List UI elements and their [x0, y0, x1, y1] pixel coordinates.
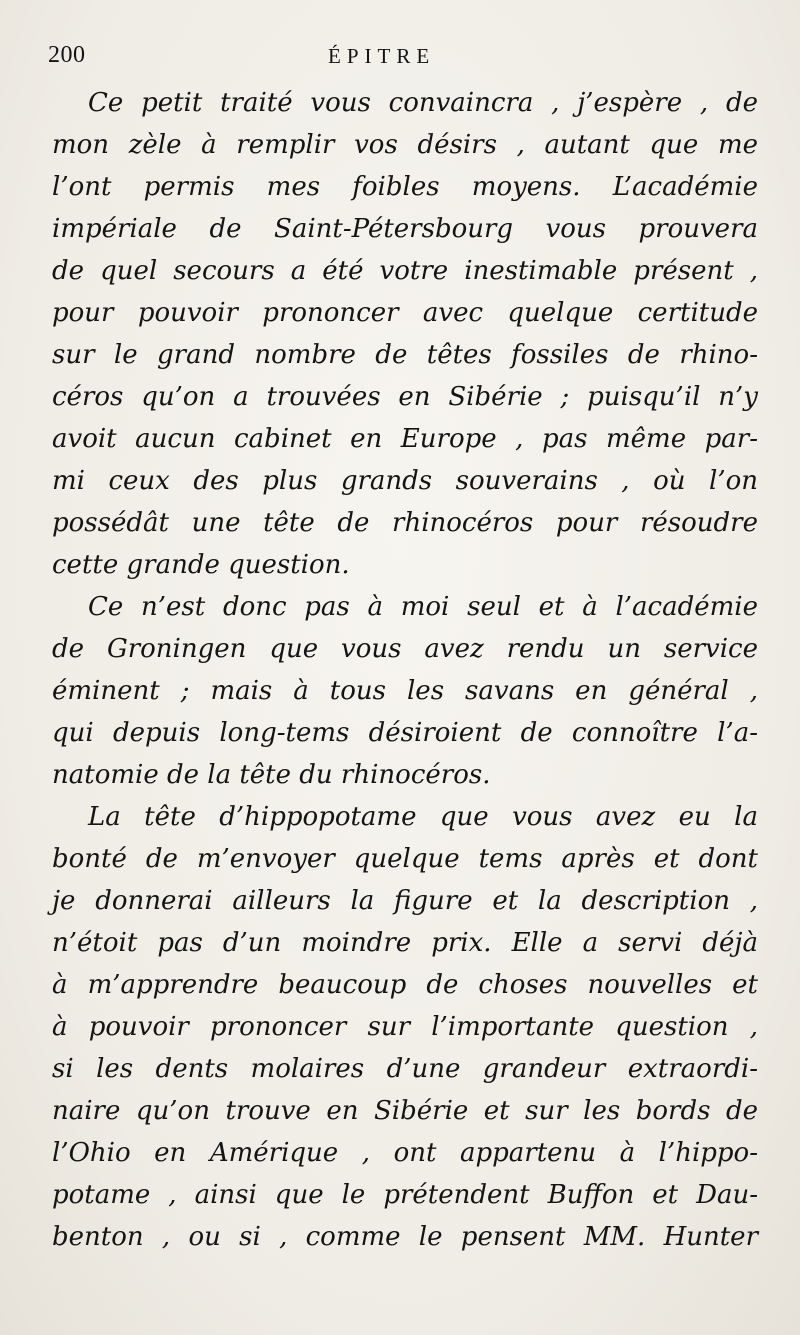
- text-line: mon zèle à remplir vos désirs , autant que me: [52, 130, 758, 160]
- text-line: je donnerai ailleurs la figure et la description ,: [52, 886, 758, 916]
- text-line: qui depuis long-tems désiroient de connoître l’a-: [52, 718, 758, 748]
- text-line: natomie de la tête du rhinocéros.: [52, 760, 491, 790]
- text-line: si les dents molaires d’une grandeur extraordi-: [52, 1054, 758, 1084]
- text-line: de quel secours a été votre inestimable présent ,: [52, 256, 758, 286]
- text-line: l’Ohio en Amérique , ont appartenu à l’hippo-: [52, 1138, 758, 1168]
- text-line: sur le grand nombre de têtes fossiles de rhino-: [52, 340, 758, 370]
- page-number: 200: [48, 42, 86, 68]
- text-line: benton , ou si , comme le pensent MM. Hunter: [52, 1222, 758, 1252]
- text-line: avoit aucun cabinet en Europe , pas même par-: [52, 424, 758, 454]
- running-head: ÉPITRE: [328, 44, 436, 68]
- text-line: l’ont permis mes foibles moyens. L’académie: [52, 172, 758, 202]
- text-line: impériale de Saint-Pétersbourg vous prouvera: [52, 214, 758, 244]
- text-line: de Groningen que vous avez rendu un service: [52, 634, 758, 664]
- text-line: cette grande question.: [52, 550, 350, 580]
- text-line: bonté de m’envoyer quelque tems après et dont: [52, 844, 758, 874]
- text-line: mi ceux des plus grands souverains , où l’on: [52, 466, 758, 496]
- text-line: potame , ainsi que le prétendent Buffon et Dau-: [52, 1180, 758, 1210]
- page-header: [48, 42, 748, 72]
- text-line: à m’apprendre beaucoup de choses nouvelles et: [52, 970, 758, 1000]
- text-line: à pouvoir prononcer sur l’importante question ,: [52, 1012, 758, 1042]
- text-line: Ce n’est donc pas à moi seul et à l’académie: [88, 592, 758, 622]
- text-line: n’étoit pas d’un moindre prix. Elle a servi déjà: [52, 928, 758, 958]
- text-line: Ce petit traité vous convaincra , j’espère , de: [88, 88, 758, 118]
- text-line: pour pouvoir prononcer avec quelque certitude: [52, 298, 758, 328]
- body-text: [52, 82, 758, 1258]
- text-line: La tête d’hippopotame que vous avez eu la: [88, 802, 758, 832]
- text-line: possédât une tête de rhinocéros pour résoudre: [52, 508, 758, 538]
- text-line: céros qu’on a trouvées en Sibérie ; puisqu’il n’y: [52, 382, 758, 412]
- text-line: naire qu’on trouve en Sibérie et sur les bords de: [52, 1096, 758, 1126]
- text-line: éminent ; mais à tous les savans en général ,: [52, 676, 758, 706]
